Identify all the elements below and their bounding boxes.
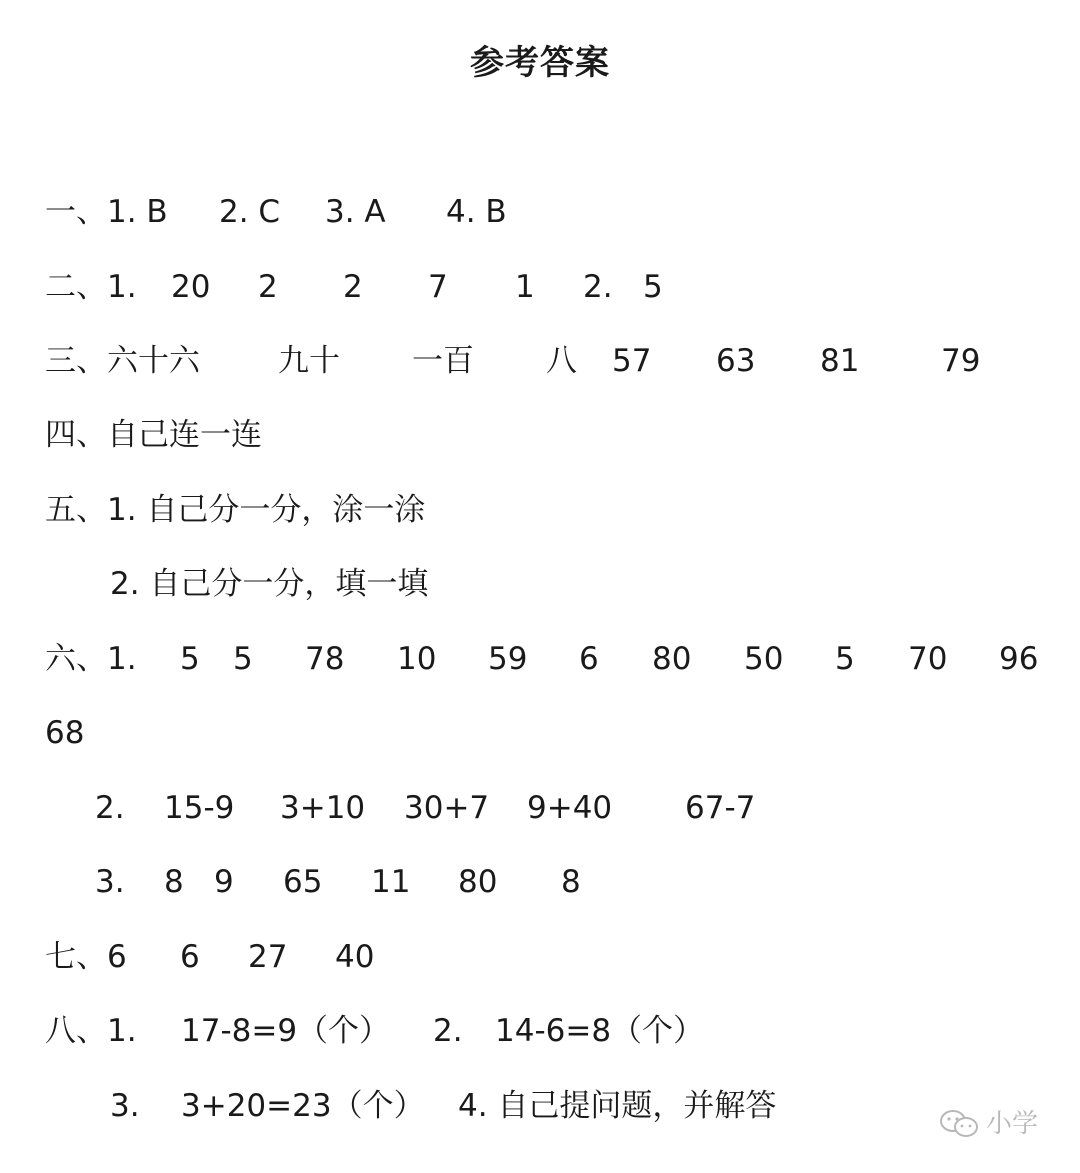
answer-token: 10 xyxy=(397,641,437,677)
answer-token: 40 xyxy=(335,939,375,975)
answer-token: 5 xyxy=(835,641,855,677)
answer-token: 65 xyxy=(283,864,323,900)
section-1 xyxy=(0,190,1080,234)
answer-token: 57 xyxy=(612,343,652,379)
page-title: 参考答案 xyxy=(470,43,610,83)
section-6-q3 xyxy=(0,860,1080,904)
section-6-q2 xyxy=(0,786,1080,830)
answer-token: 5 xyxy=(643,269,663,305)
answer-token: 2. 自己分一分，填一填 xyxy=(110,566,429,602)
answer-token: 2 xyxy=(258,269,278,305)
section-8-row1 xyxy=(0,1009,1080,1053)
answer-token: 4. B xyxy=(446,194,507,230)
answer-token: 63 xyxy=(716,343,756,379)
answer-token: 四、自己连一连 xyxy=(45,417,262,453)
answer-token: 3. A xyxy=(325,194,386,230)
answer-token: 五、1. 自己分一分，涂一涂 xyxy=(45,492,426,528)
section-5-q1 xyxy=(0,488,1080,532)
answer-token: 8 xyxy=(164,864,184,900)
answer-token: 9 xyxy=(214,864,234,900)
answer-token: 6 xyxy=(180,939,200,975)
answer-token: 68 xyxy=(45,715,85,751)
answer-token: 二、1. xyxy=(45,269,137,305)
section-7 xyxy=(0,935,1080,979)
answer-token: 六、1. xyxy=(45,641,137,677)
answer-token: 50 xyxy=(744,641,784,677)
section-6-q1-wrap xyxy=(0,711,1080,755)
section-6-q1 xyxy=(0,637,1080,681)
answer-token: 九十 xyxy=(278,343,340,379)
answer-token: 20 xyxy=(171,269,211,305)
answer-token: 79 xyxy=(941,343,981,379)
answer-token: 三、六十六 xyxy=(45,343,200,379)
section-4 xyxy=(0,413,1080,457)
answer-token: 4. 自己提问题，并解答 xyxy=(458,1088,777,1124)
section-2 xyxy=(0,265,1080,309)
answer-token: 一、1. B xyxy=(45,194,168,230)
answer-token: 3+20=23（个） xyxy=(181,1088,425,1124)
answer-token: 15-9 xyxy=(164,790,235,826)
answer-token: 7 xyxy=(428,269,448,305)
answer-token: 2. xyxy=(433,1013,463,1049)
answer-token: 2. xyxy=(583,269,613,305)
answer-token: 78 xyxy=(305,641,345,677)
answer-token: 2. C xyxy=(219,194,281,230)
answer-token: 5 xyxy=(180,641,200,677)
watermark xyxy=(938,1104,1068,1144)
watermark-text: 小学 xyxy=(986,1109,1039,1139)
answer-token: 80 xyxy=(652,641,692,677)
answer-token: 3. xyxy=(95,864,125,900)
answer-token: 27 xyxy=(248,939,288,975)
answer-token: 67-7 xyxy=(685,790,756,826)
answer-token: 八、1. xyxy=(45,1013,137,1049)
answer-token: 1 xyxy=(515,269,535,305)
section-5-q2 xyxy=(0,562,1080,606)
answer-token: 5 xyxy=(233,641,253,677)
answer-token: 81 xyxy=(820,343,860,379)
answer-token: 70 xyxy=(908,641,948,677)
answer-token: 七、6 xyxy=(45,939,127,975)
answer-token: 80 xyxy=(458,864,498,900)
wechat-icon xyxy=(938,1108,982,1140)
answer-token: 2. xyxy=(95,790,125,826)
answer-token: 3+10 xyxy=(280,790,366,826)
answer-token: 6 xyxy=(579,641,599,677)
answer-token: 一百 xyxy=(412,343,474,379)
answer-token: 8 xyxy=(561,864,581,900)
answer-token: 11 xyxy=(371,864,411,900)
answer-token: 59 xyxy=(488,641,528,677)
answer-token: 八 xyxy=(546,343,577,379)
answer-token: 14-6=8（个） xyxy=(495,1013,705,1049)
answer-token: 30+7 xyxy=(404,790,490,826)
answer-token: 3. xyxy=(110,1088,140,1124)
section-3 xyxy=(0,339,1080,383)
section-8-row2 xyxy=(0,1084,1080,1128)
answer-token: 9+40 xyxy=(527,790,613,826)
answer-token: 17-8=9（个） xyxy=(181,1013,391,1049)
answer-token: 2 xyxy=(343,269,363,305)
answer-token: 96 xyxy=(999,641,1039,677)
